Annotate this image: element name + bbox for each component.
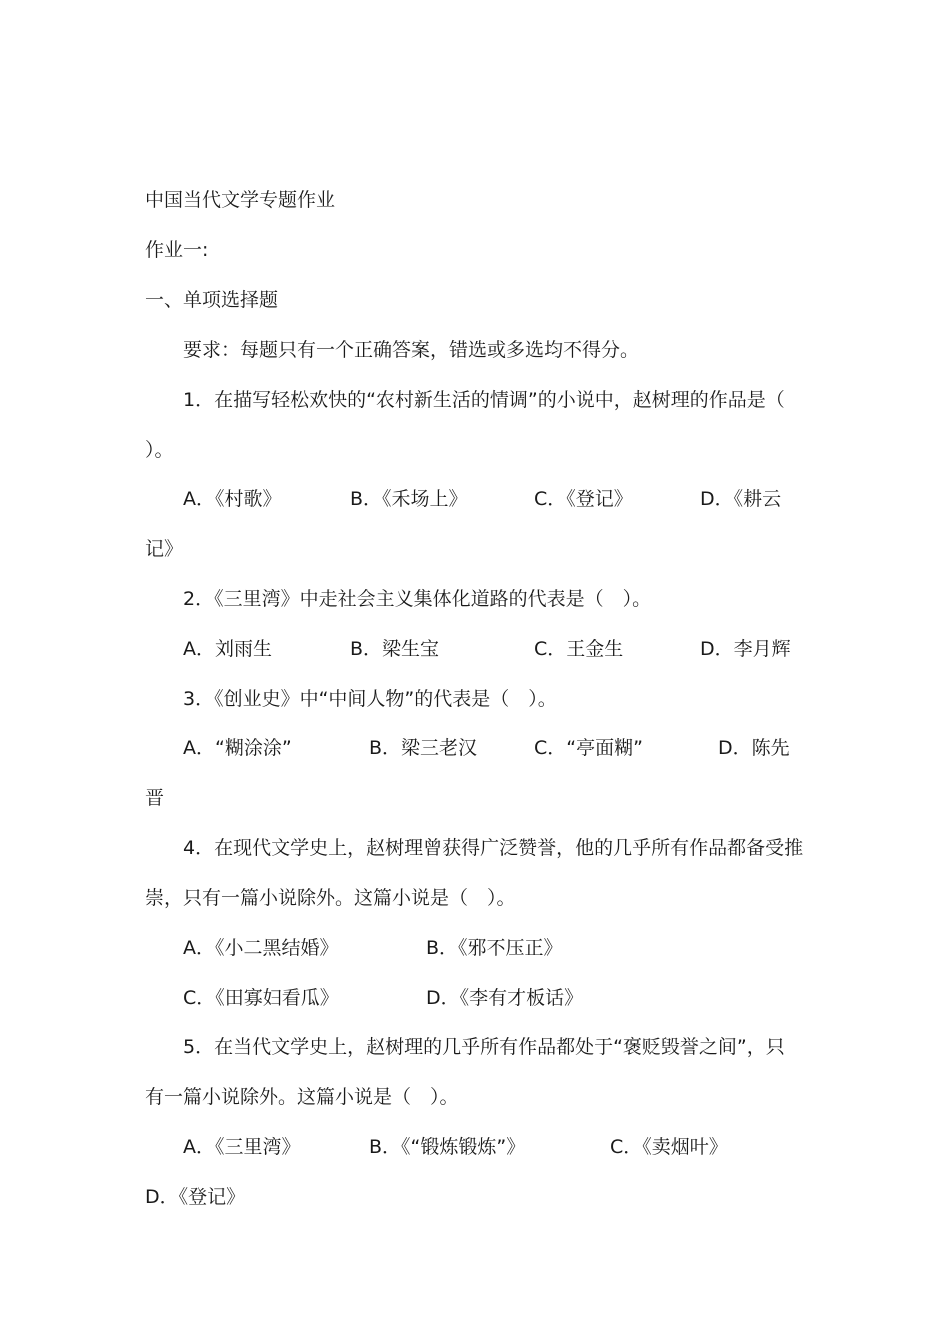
question-4-stem: 4．在现代文学史上，赵树理曾获得广泛赞誉，他的几乎所有作品都备受推 xyxy=(183,837,804,859)
question-2-option-b: B．梁生宝 xyxy=(350,638,440,660)
question-4-option-a: A．《小二黑结婚》 xyxy=(183,937,339,959)
question-3-option-b: B．梁三老汉 xyxy=(369,737,478,759)
question-4-option-b: B．《邪不压正》 xyxy=(426,937,563,959)
question-4-option-d: D．《李有才板话》 xyxy=(426,987,584,1009)
question-2-option-c: C．王金生 xyxy=(534,638,624,660)
assignment-heading: 作业一: xyxy=(145,239,209,261)
question-2-stem: 2．《三里湾》中走社会主义集体化道路的代表是（ ）。 xyxy=(183,588,652,610)
question-3-option-d-wrap: 晋 xyxy=(145,787,165,809)
question-2-option-a: A．刘雨生 xyxy=(183,638,272,660)
section-heading: 一、单项选择题 xyxy=(145,289,279,311)
question-3-option-a: A．“糊涂涂” xyxy=(183,737,292,759)
question-5-option-b: B．《“锻炼锻炼”》 xyxy=(369,1136,526,1158)
question-1-option-b: B．《禾场上》 xyxy=(350,488,468,510)
question-5-stem-cont: 有一篇小说除外。这篇小说是（ ）。 xyxy=(145,1086,459,1108)
question-3-option-c: C．“亭面糊” xyxy=(534,737,643,759)
question-5-option-a: A．《三里湾》 xyxy=(183,1136,301,1158)
question-5-stem: 5．在当代文学史上，赵树理的几乎所有作品都处于“褒贬毁誉之间”，只 xyxy=(183,1036,785,1058)
question-2-option-d: D．李月辉 xyxy=(700,638,791,660)
question-3-option-d: D．陈先 xyxy=(718,737,790,759)
question-5-option-d: D．《登记》 xyxy=(145,1186,246,1208)
question-1-option-a: A．《村歌》 xyxy=(183,488,282,510)
question-1-stem-cont: ）。 xyxy=(145,439,174,461)
question-1-option-c: C．《登记》 xyxy=(534,488,633,510)
question-5-option-c: C．《卖烟叶》 xyxy=(610,1136,728,1158)
question-1-stem: 1．在描写轻松欢快的“农村新生活的情调”的小说中，赵树理的作品是（ xyxy=(183,389,785,411)
question-1-option-d: D．《耕云 xyxy=(700,488,782,510)
question-4-stem-cont: 崇，只有一篇小说除外。这篇小说是（ ）。 xyxy=(145,887,516,909)
requirement-text: 要求：每题只有一个正确答案，错选或多选均不得分。 xyxy=(183,339,640,361)
question-3-stem: 3．《创业史》中“中间人物”的代表是（ ）。 xyxy=(183,688,557,710)
question-4-option-c: C．《田寡妇看瓜》 xyxy=(183,987,339,1009)
question-1-option-d-wrap: 记》 xyxy=(145,538,184,560)
document-title: 中国当代文学专题作业 xyxy=(145,189,336,211)
